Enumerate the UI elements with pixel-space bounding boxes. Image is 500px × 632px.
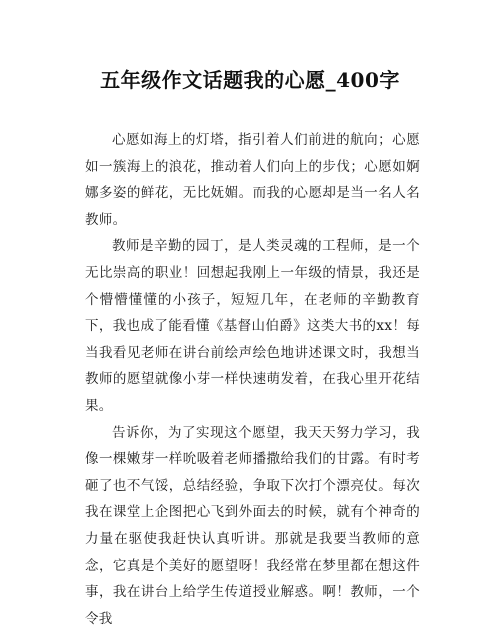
paragraph: 告诉你，为了实现这个愿望，我天天努力学习，我像一棵嫩芽一样吮吸着老师播撒给我们的甘露。有时考砸了也不气馁，总结经验，争取下次打个漂亮仗。每次我在课堂上企图把心飞到外面去的时候，就有个神奇的力量在驱使我赶快认真听讲。那就是我要当教师的意念，它真是个美好的愿望呀！我经常在梦里都在想这件事，我在讲台上给学生传道授业解惑。啊！教师，一个令我 xyxy=(85,424,420,627)
paragraph: 教师是辛勤的园丁，是人类灵魂的工程师，是一个无比崇高的职业！回想起我刚上一年级的情景，我还是个懵懵懂懂的小孩子，短短几年，在老师的辛勤教育下，我也成了能看懂《基督山伯爵》这类大书的xx！每当我看见老师在讲台前绘声绘色地讲述课文时，我想当教师的愿望就像小芽一样快速萌发着，在我心里开花结果。 xyxy=(85,238,420,414)
document-title: 五年级作文话题我的心愿_400字 xyxy=(100,68,400,92)
document-body xyxy=(85,127,420,632)
paragraph: 心愿如海上的灯塔，指引着人们前进的航向；心愿如一簇海上的浪花，推动着人们向上的步伐；心愿如婀娜多姿的鲜花，无比妩媚。而我的心愿却是当一名人名教师。 xyxy=(85,132,420,228)
